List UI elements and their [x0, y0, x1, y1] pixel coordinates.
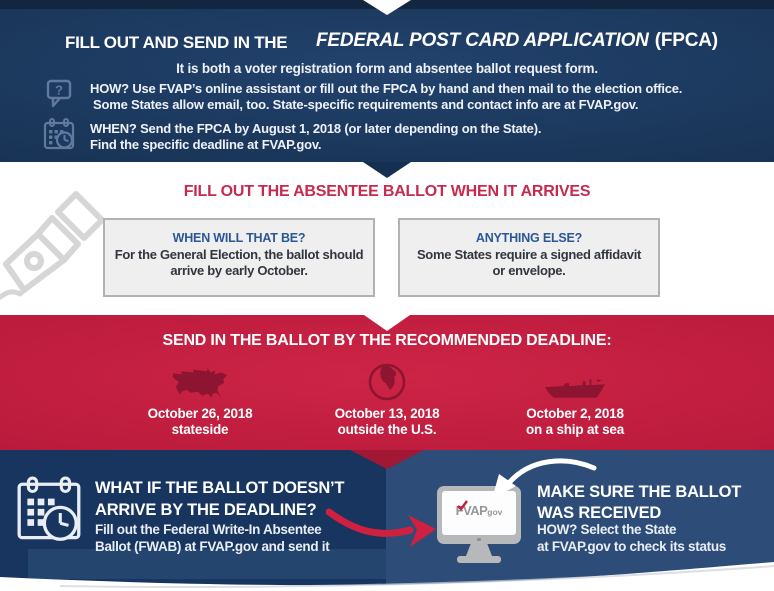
red-curved-arrow-icon: [326, 502, 440, 556]
flow-chevron-into-white: [363, 162, 411, 178]
confirm-body-line-1: HOW? Select the State: [537, 522, 677, 537]
fvap-brand-suffix: gov: [487, 507, 503, 517]
question-speech-bubble-icon: [46, 79, 74, 109]
deadline-date: October 13, 2018: [334, 406, 440, 421]
fwab-body-line-2: Ballot (FWAB) at FVAP.gov and send it: [95, 538, 330, 554]
deadline-item-ship: [475, 356, 675, 438]
fwab-title-line-2: ARRIVE BY THE DEADLINE?: [95, 501, 317, 519]
monitor-stand: [466, 544, 492, 556]
how-line-1: HOW? Use FVAP’s online assistant or fill out the FPCA by hand and then mail to the election office.: [90, 81, 683, 96]
globe-icon: [367, 362, 407, 402]
bottom-curve-decoration: [0, 556, 774, 591]
box-title: WHEN WILL THAT BE?: [172, 231, 306, 245]
deadline-heading: SEND IN THE BALLOT BY THE RECOMMENDED DEADLINE:: [162, 332, 612, 349]
confirm-body-line-2: at FVAP.gov to check its status: [537, 539, 727, 554]
monitor-power-dot: [477, 538, 481, 541]
box-title: ANYTHING ELSE?: [475, 231, 583, 245]
fpca-when-text: [90, 121, 541, 152]
deadline-item-overseas: [287, 356, 487, 438]
calendar-clock-icon: [16, 476, 84, 550]
when-line-2: Find the specific deadline at FVAP.gov.: [90, 136, 322, 152]
deadline-date: October 2, 2018: [526, 406, 624, 421]
box-body: Some States require a signed affidavit or envelope.: [416, 247, 642, 278]
deadline-date: October 26, 2018: [147, 406, 253, 421]
fpca-section: [0, 9, 774, 162]
absentee-section-heading: FILL OUT THE ABSENTEE BALLOT WHEN IT ARRIVES: [183, 183, 591, 200]
usa-map-icon: [171, 366, 229, 402]
fpca-title: [316, 30, 718, 52]
when-line-1: WHEN? Send the FPCA by August 1, 2018 (or later depending on the State).: [90, 121, 542, 136]
fwab-body-line-1: Fill out the Federal Write-In Absentee: [95, 522, 322, 537]
calendar-clock-icon: [43, 118, 75, 152]
fpca-title-main: FEDERAL POST CARD APPLICATION: [316, 30, 649, 51]
deadline-section: [0, 315, 774, 450]
deadline-item-stateside: [100, 356, 300, 438]
confirm-body: [537, 521, 726, 555]
fvap-brand-text: FVAP: [455, 503, 488, 518]
confirm-title-line-2: WAS RECEIVED: [537, 504, 662, 522]
deadline-location: stateside: [171, 422, 229, 437]
white-curved-arrow-icon: [484, 456, 602, 502]
svg-text:?: ?: [55, 82, 63, 98]
fwab-title: [95, 477, 344, 521]
fwab-title-line-1: WHAT IF THE BALLOT DOESN’T: [95, 479, 345, 497]
anything-else-box: [398, 218, 660, 297]
fpca-title-suffix: (FPCA): [654, 30, 718, 51]
when-will-that-be-box: [103, 218, 375, 297]
fpca-title-prefix: FILL OUT AND SEND IN THE: [65, 33, 288, 52]
fwab-body: [95, 522, 329, 555]
monitor-screen-brand: [437, 502, 521, 520]
fpca-how-text: [90, 81, 682, 112]
confirm-title-line-1: MAKE SURE THE BALLOT: [537, 483, 742, 501]
deadline-location: on a ship at sea: [525, 422, 625, 437]
fvap-brand-red-check-icon: [457, 500, 469, 511]
how-line-2: Some States allow email, too. State-specific requirements and contact info are at FVAP.gov.: [93, 96, 639, 112]
ship-icon: [544, 378, 606, 402]
deadline-location: outside the U.S.: [337, 422, 437, 437]
fpca-subtitle: It is both a voter registration form and absentee ballot request form.: [176, 61, 598, 76]
box-body: For the General Election, the ballot should arrive by early October.: [114, 247, 364, 278]
